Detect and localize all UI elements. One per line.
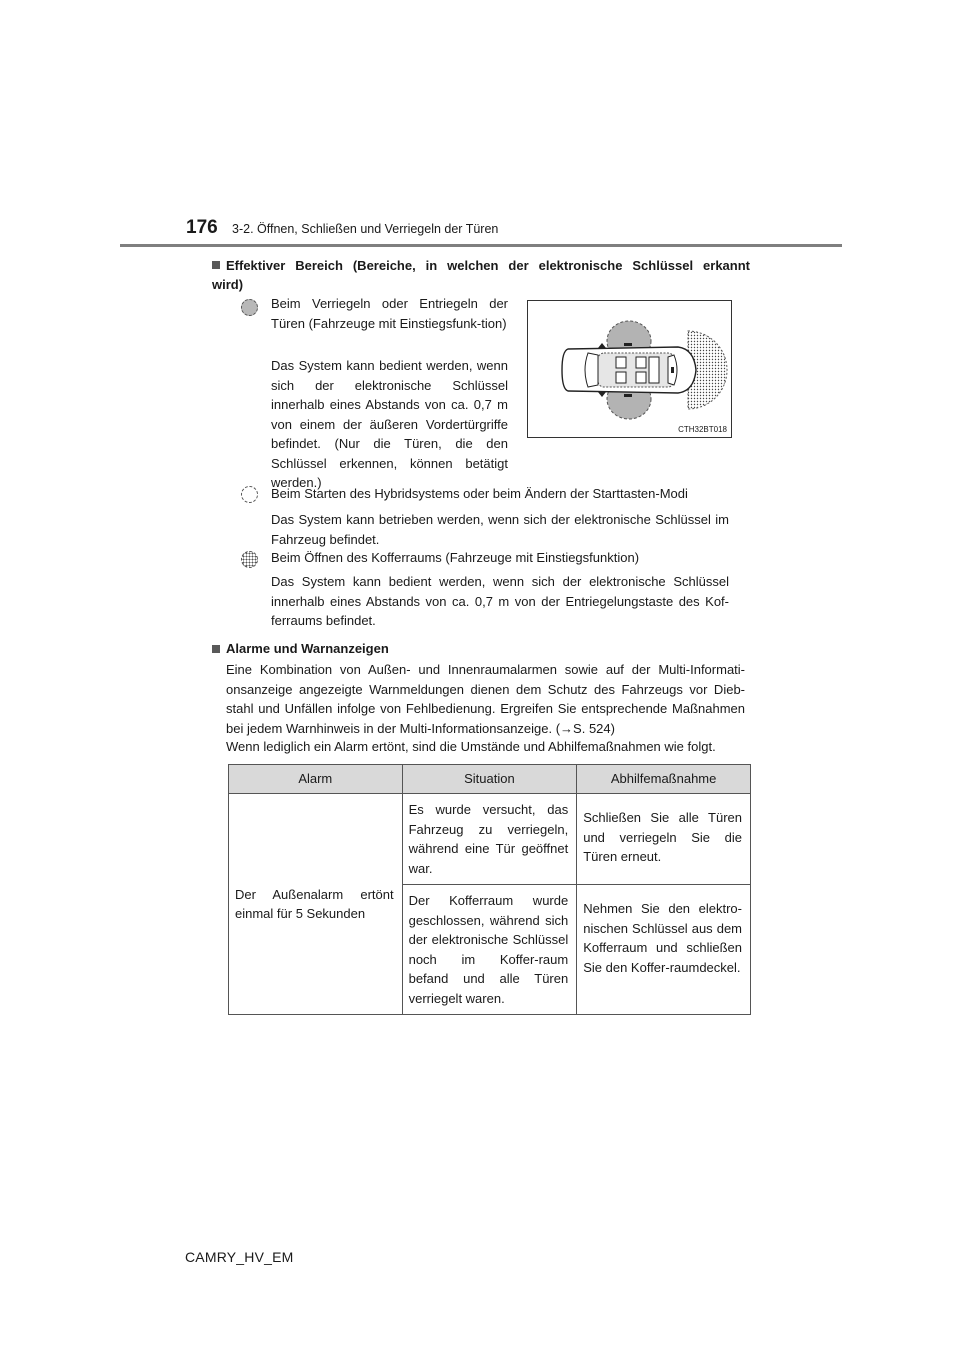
heading-bullet [212,261,220,269]
header-rule [120,244,842,247]
heading-bullet [212,645,220,653]
remedy-cell: Schließen Sie alle Türen und verriegeln Sie die Türen erneut. [577,794,751,885]
table-header-row [229,765,751,794]
column-header: Alarm [229,765,403,794]
section1-heading-line1: Effektiver Bereich (Bereiche, in welchen der elektronische Schlüssel erkannt [226,258,750,273]
section1-heading-line2: wird) [212,277,244,292]
situation-cell: Der Kofferraum wurde geschlossen, während sich der elektronische Schlüssel noch im Koffer-raum befand und alle Türen verriegelt waren. [402,885,577,1015]
zone-c-text: Das System kann bedient werden, wenn sich der elektronische Schlüssel innerhalb eines Abstands von ca. 0,7 m von der Entriegelungstaste des Kof-ferraums befindet. [271,574,729,628]
column-header: Situation [402,765,577,794]
model-code: CAMRY_HV_EM [185,1249,294,1265]
zone-a-title: Beim Verriegeln oder Entriegeln der Türen (Fahrzeuge mit Einstiegsfunk-tion) [271,296,508,331]
column-header: Abhilfemaßnahme [577,765,751,794]
alarm-table [228,764,751,1015]
figure-code: CTH32BT018 [678,425,727,434]
alarm-cell: Der Außenalarm ertönt einmal für 5 Sekunden [229,794,403,1015]
situation-cell: Es wurde versucht, das Fahrzeug zu verriegeln, während eine Tür geöffnet war. [402,794,577,885]
page-number: 176 [186,217,218,238]
dotted-circle-icon [241,551,258,568]
zone-b-title: Beim Starten des Hybridsystems oder beim Ändern der Starttasten-Modi [271,486,688,501]
zone-a-text: Das System kann bedient werden, wenn sich der elektronische Schlüssel innerhalb eines Abstands von ca. 0,7 m von einem der äußeren Vordertürgriffe befindet. (Nur die Türen, die den Schlüssel erkennen, können betätigt werden.) [271,358,508,490]
car-top-view-diagram [528,301,731,437]
key-range-figure [527,300,732,438]
chapter-title: 3-2. Öffnen, Schließen und Verriegeln der Türen [232,222,499,236]
dashed-filled-circle-icon [241,299,258,316]
zone-c-title: Beim Öffnen des Kofferraums (Fahrzeuge mit Einstiegsfunktion) [271,550,640,565]
dashed-empty-circle-icon [241,486,258,503]
remedy-cell: Nehmen Sie den elektro-nischen Schlüssel aus dem Kofferraum und schließen Sie den Koffer-raumdeckel. [577,885,751,1015]
section2-heading: Alarme und Warnanzeigen [226,641,389,656]
zone-b-text: Das System kann betrieben werden, wenn sich der elektronische Schlüssel im Fahrzeug befindet. [271,512,729,547]
section2-paragraph: Eine Kombination von Außen- und Innenraumalarmen sowie auf der Multi-Informati-onsanzeige angezeigte Warnmeldungen dienen dem Schutz des Fahrzeugs vor Dieb-stahl und Unfällen infolge von Fehlbedienung. Ergreifen Sie entsprechende Maßnahmen bei jedem Warnhinweis in der Multi-Informationsanzeige. (→S. 524) [226,662,745,736]
table-row [229,794,751,885]
section2-paragraph-2: Wenn lediglich ein Alarm ertönt, sind die Umstände und Abhilfemaßnahmen wie folgt. [226,739,716,754]
